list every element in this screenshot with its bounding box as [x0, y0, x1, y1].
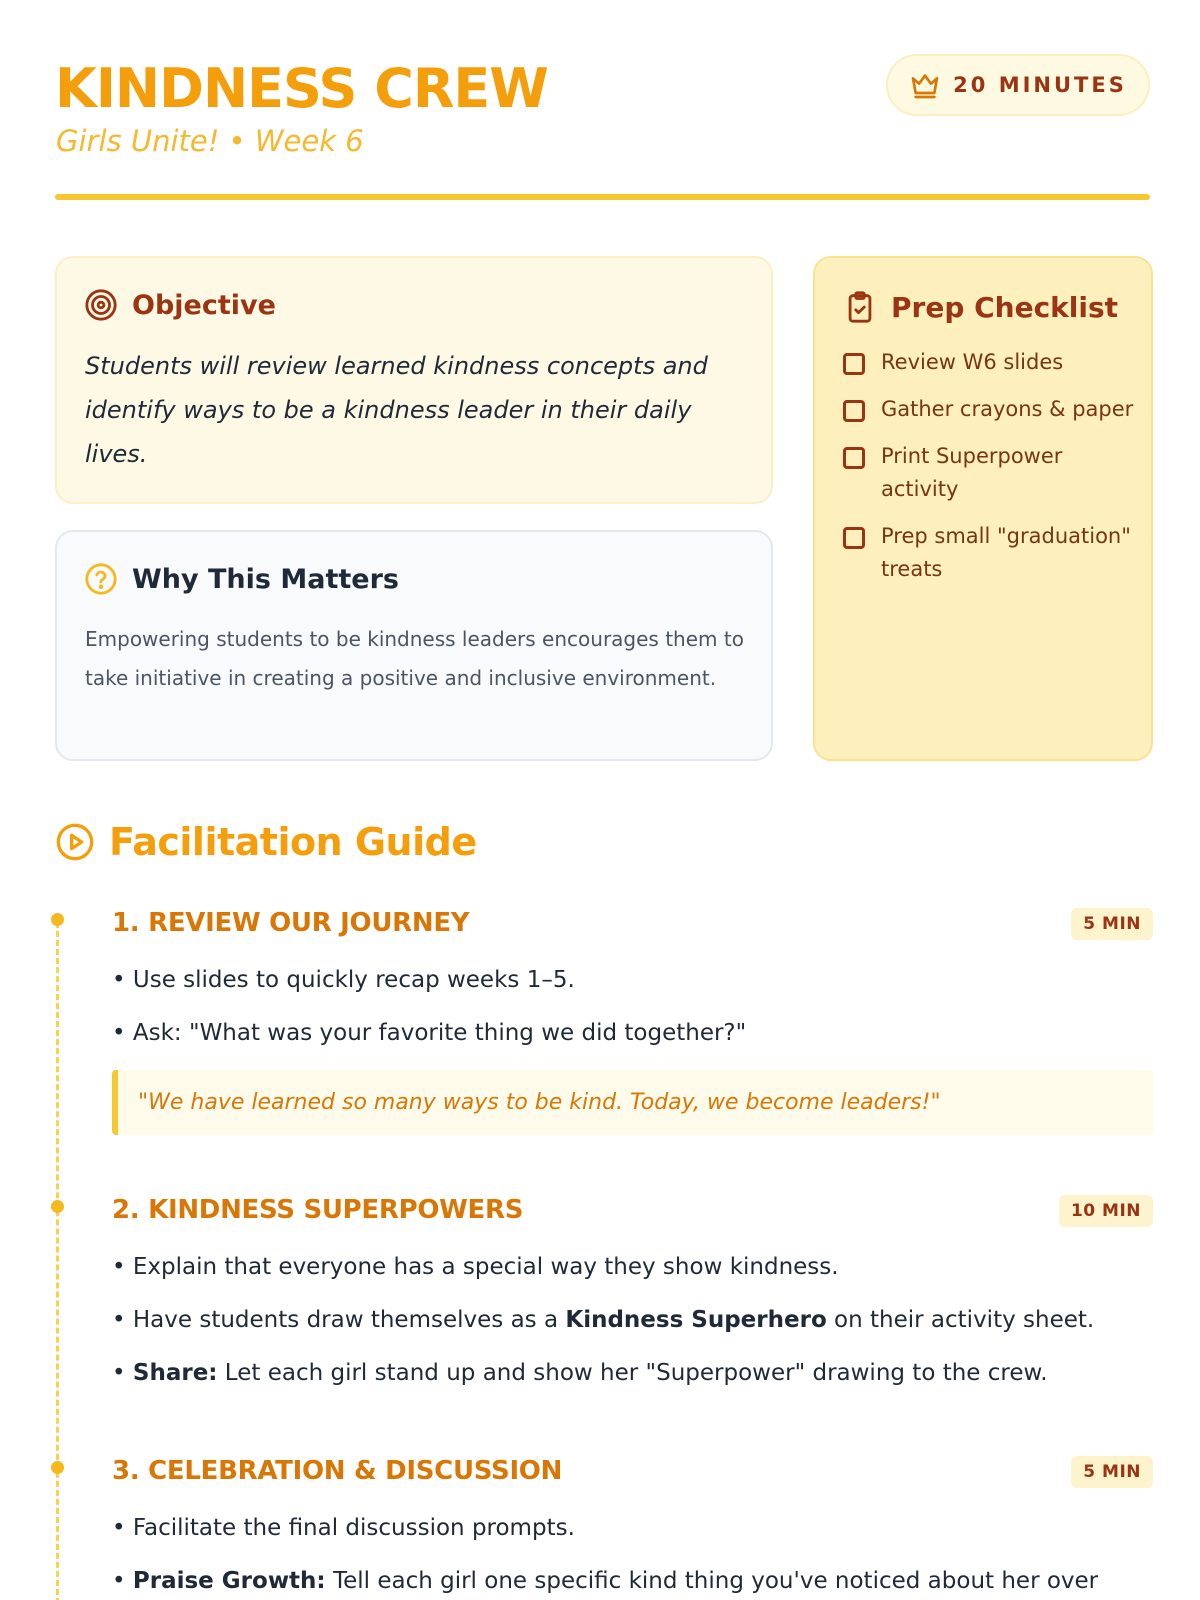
bullet-item: • Facilitate the final discussion prompts. — [112, 1515, 575, 1541]
step-title: 3. CELEBRATION & DISCUSSION — [112, 1456, 563, 1486]
checklist-label: Review W6 slides — [881, 350, 1064, 374]
checklist-label: Print Superpower activity — [881, 444, 1063, 501]
bullet-text: Have students draw themselves as a — [132, 1307, 566, 1333]
step-header — [112, 908, 1153, 944]
bullet-text: Let each girl stand up and show her "Superpower" drawing to the crew. — [217, 1360, 1048, 1386]
prep-header — [843, 290, 1118, 324]
why-text: Empowering students to be kindness leaders encourages them to take initiative in creating a positive and inclusive environment. — [85, 627, 744, 690]
step-bullets — [112, 964, 1153, 1050]
step-header — [112, 1456, 1153, 1492]
bullet-item: • Explain that everyone has a special way they show kindness. — [112, 1254, 839, 1280]
duration-label: 20 MINUTES — [953, 73, 1127, 97]
header-divider — [55, 194, 1150, 200]
checkbox[interactable] — [843, 400, 865, 422]
checkbox[interactable] — [843, 447, 865, 469]
checklist-item[interactable] — [843, 393, 1143, 426]
bullet-bold: Praise Growth: — [132, 1568, 326, 1594]
duration-badge — [886, 54, 1150, 116]
why-header — [84, 562, 399, 596]
step-kindness-superpowers — [112, 1195, 1153, 1410]
checklist-item[interactable] — [843, 346, 1143, 379]
checkbox[interactable] — [843, 527, 865, 549]
checklist-label: Gather crayons & paper — [881, 397, 1134, 421]
checklist-item[interactable] — [843, 440, 1143, 506]
question-circle-icon — [84, 562, 118, 596]
bullet-item: • Have students draw themselves as a Kindness Superhero on their activity sheet. — [112, 1307, 1095, 1333]
timeline-dot — [51, 1200, 64, 1213]
bullet-text: Facilitate the final discussion prompts. — [132, 1515, 575, 1541]
objective-card — [55, 256, 773, 504]
quote-text: "We have learned so many ways to be kind. Today, we become leaders!" — [138, 1090, 941, 1115]
objective-title: Objective — [132, 289, 276, 321]
clipboard-check-icon — [843, 290, 877, 324]
prep-checklist-card — [813, 256, 1153, 761]
step-duration-badge: 10 MIN — [1059, 1195, 1153, 1227]
crown-icon — [909, 69, 941, 101]
target-icon — [84, 288, 118, 322]
step-review-journey — [112, 908, 1153, 1135]
bullet-text: Explain that everyone has a special way they show kindness. — [132, 1254, 839, 1280]
play-circle-icon — [55, 822, 95, 862]
prep-checklist — [843, 346, 1143, 600]
why-title: Why This Matters — [132, 563, 399, 595]
prep-title: Prep Checklist — [891, 290, 1119, 324]
bullet-bold: Kindness Superhero — [565, 1307, 827, 1333]
page-title: KINDNESS CREW — [55, 57, 548, 120]
header — [55, 52, 1150, 202]
facilitation-guide-title: Facilitation Guide — [109, 820, 477, 864]
bullet-item: • Praise Growth: Tell each girl one specific kind thing you've noticed about her over — [112, 1568, 1099, 1594]
bullet-text: Ask: "What was your favorite thing we did together?" — [132, 1020, 747, 1046]
objective-text: Students will review learned kindness concepts and identify ways to be a kindness leader in their daily lives. — [85, 352, 708, 468]
step-duration-badge: 5 MIN — [1071, 1456, 1153, 1488]
bullet-text: Use slides to quickly recap weeks 1–5. — [132, 967, 575, 993]
timeline-line — [56, 922, 59, 1600]
step-title: 2. KINDNESS SUPERPOWERS — [112, 1195, 524, 1225]
why-card — [55, 530, 773, 761]
bullet-bold: Share: — [132, 1360, 218, 1386]
page-subtitle: Girls Unite! • Week 6 — [56, 124, 364, 158]
checklist-label: Prep small "graduation" treats — [881, 524, 1131, 581]
bullet-item: • Use slides to quickly recap weeks 1–5. — [112, 967, 575, 993]
timeline-dot — [51, 913, 64, 926]
facilitator-quote — [112, 1070, 1153, 1135]
step-title: 1. REVIEW OUR JOURNEY — [112, 908, 470, 938]
step-celebration-discussion — [112, 1456, 1153, 1600]
timeline-dot — [51, 1461, 64, 1474]
step-bullets — [112, 1512, 1153, 1598]
step-bullets — [112, 1251, 1153, 1390]
checkbox[interactable] — [843, 353, 865, 375]
step-header — [112, 1195, 1153, 1231]
bullet-item: • Ask: "What was your favorite thing we did together?" — [112, 1020, 747, 1046]
facilitation-guide-header — [55, 820, 477, 864]
checklist-item[interactable] — [843, 520, 1143, 586]
bullet-text: Tell each girl one specific kind thing you've noticed about her over — [325, 1568, 1099, 1594]
step-duration-badge: 5 MIN — [1071, 908, 1153, 940]
bullet-text: on their activity sheet. — [826, 1307, 1095, 1333]
objective-header — [84, 288, 276, 322]
bullet-item: • Share: Let each girl stand up and show her "Superpower" drawing to the crew. — [112, 1360, 1048, 1386]
